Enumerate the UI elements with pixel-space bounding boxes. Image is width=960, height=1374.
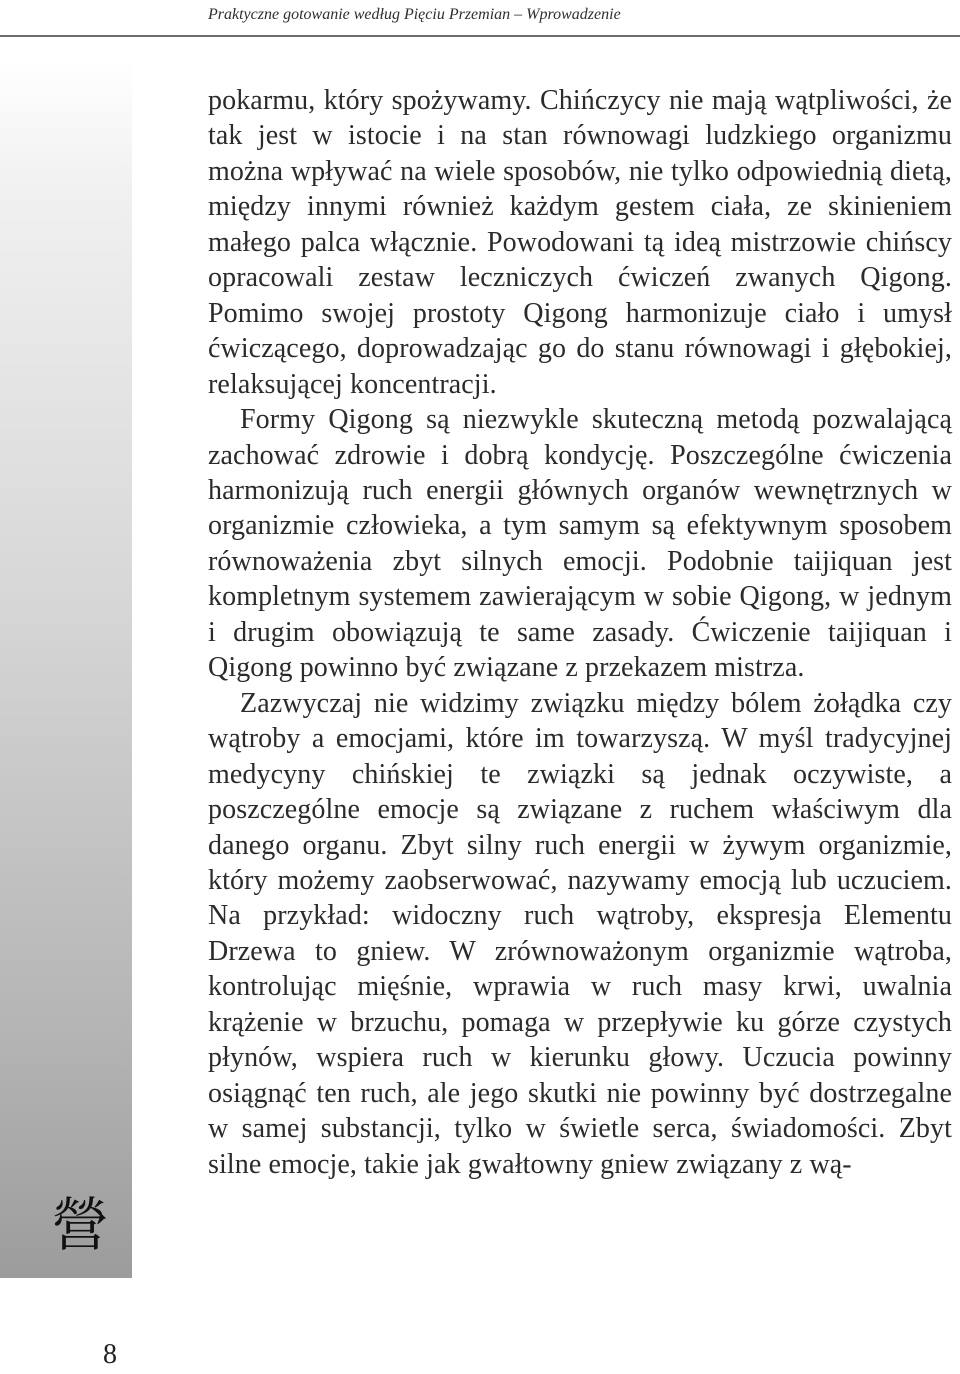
paragraph-2: Formy Qigong są niezwykle skuteczną metodą pozwalającą zachować zdrowie i dobrą kondycję. Poszczególne ćwiczenia harmonizują ruch energii głównych organów wewnętrznych w organizmie człowieka, a tym samym są efektywnym sposobem równoważenia zbyt silnych emocji. Podobnie taijiquan jest kompletnym systemem zawierającym w sobie Qigong, w jednym i drugim obowiązują te same zasady. Ćwiczenie taijiquan i Qigong powinno być związane z przekazem mistrza. bbox=[208, 404, 952, 684]
page-number: 8 bbox=[103, 1339, 117, 1370]
chinese-character-glyph: 營 bbox=[50, 1191, 109, 1259]
header-rule bbox=[0, 35, 960, 37]
paragraph-1: pokarmu, który spożywamy. Chińczycy nie mają wątpliwości, że tak jest w istocie i na stan równowagi ludzkiego organizmu można wpływać na wiele sposobów, nie tylko odpowiednią dietą, między innymi również każdym gestem ciała, ze skinieniem małego palca włącznie. Powodowani tą ideą mistrzowie chińscy opracowali zestaw leczniczych ćwiczeń zwanych Qigong. Pomimo swojej prostoty Qigong harmonizuje ciało i umysł ćwiczącego, doprowadzając go do stanu równowagi i głębokiej, relaksującej koncentracji. bbox=[208, 85, 952, 400]
gradient-sidebar bbox=[0, 60, 132, 1278]
paragraph-3: Zazwyczaj nie widzimy związku między bólem żołądka czy wątroby a emocjami, które im towarzyszą. W myśl tradycyjnej medycyny chińskiej te związki są jednak oczywiste, a poszczególne emocje są związane z ruchem właściwym dla danego organu. Zbyt silny ruch energii w żywym organizmie, który możemy zaobserwować, nazywamy emocją lub uczuciem. Na przykład: widoczny ruch wątroby, ekspresja Elementu Drzewa to gniew. W zrównoważonym organizmie wątroba, kontrolując mięśnie, wprawia w ruch masy krwi, uwalnia krążenie w brzuchu, pomaga w przepływie ku górze czystych płynów, wspiera ruch w kierunku głowy. Uczucia powinny osiągnąć ten ruch, ale jego skutki nie powinny być dostrzegalne w samej substancji, tylko w świetle serca, świadomości. Zbyt silne emocje, takie jak gwałtowny gniew związany z wą- bbox=[208, 687, 952, 1180]
running-header: Praktyczne gotowanie według Pięciu Przemian – Wprowadzenie bbox=[208, 6, 621, 23]
body-text bbox=[208, 83, 952, 1182]
